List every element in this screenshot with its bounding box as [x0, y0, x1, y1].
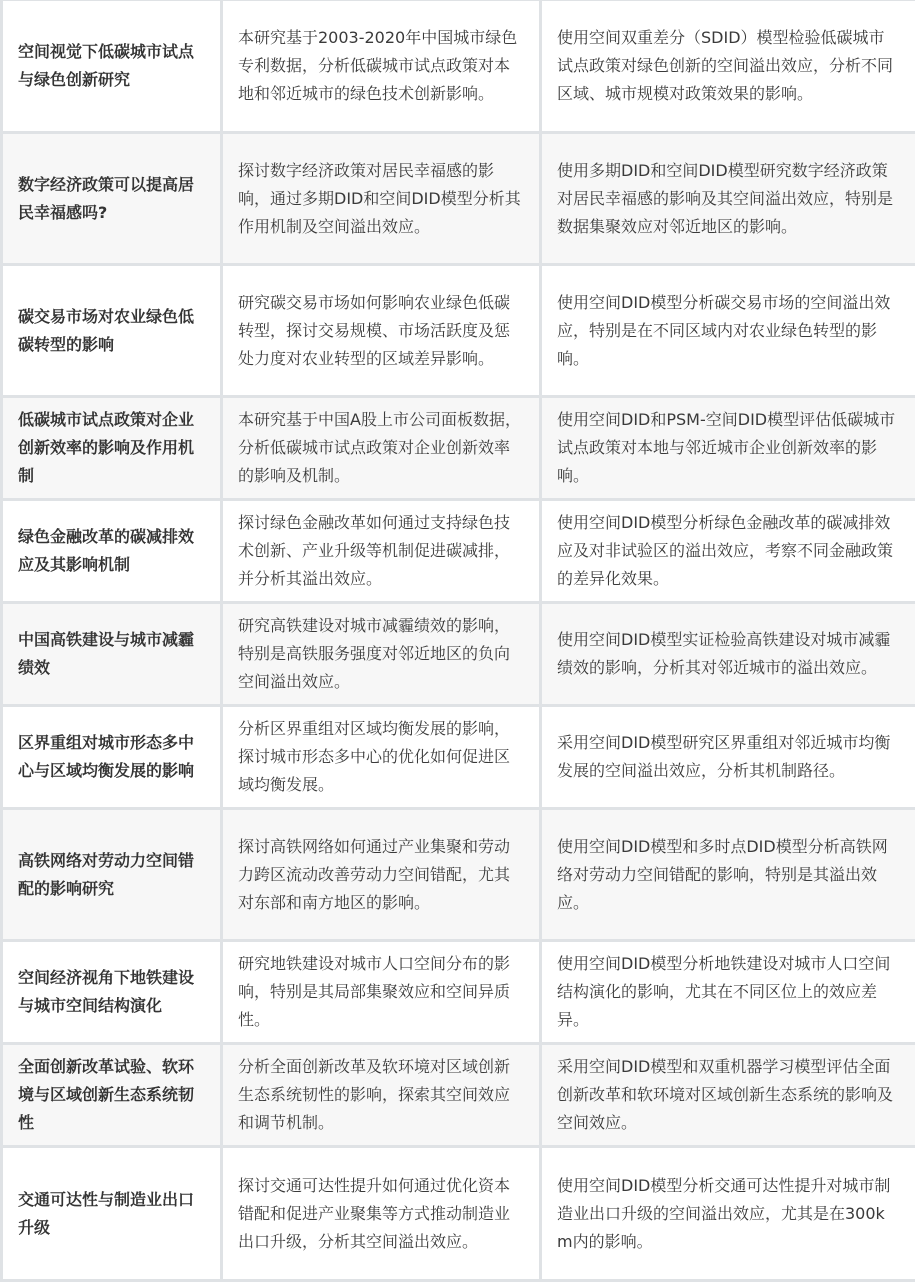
- table-row: [2, 809, 915, 941]
- study-description-cell: 分析全面创新改革及软环境对区域创新生态系统韧性的影响，探索其空间效应和调节机制。: [222, 1044, 541, 1147]
- table-row: [2, 397, 915, 500]
- table-row: [2, 941, 915, 1044]
- study-method-cell: 使用空间DID模型和多时点DID模型分析高铁网络对劳动力空间错配的影响，特别是其溢出效应。: [541, 809, 915, 941]
- study-method-cell: 使用空间DID和PSM-空间DID模型评估低碳城市试点政策对本地与邻近城市企业创新效率的影响。: [541, 397, 915, 500]
- study-method-cell: 采用空间DID模型和双重机器学习模型评估全面创新改革和软环境对区域创新生态系统的影响及空间效应。: [541, 1044, 915, 1147]
- study-title-cell: 交通可达性与制造业出口升级: [2, 1147, 222, 1281]
- table-row: [2, 500, 915, 603]
- study-method-cell: 使用多期DID和空间DID模型研究数字经济政策对居民幸福感的影响及其空间溢出效应，特别是数据集聚效应对邻近地区的影响。: [541, 133, 915, 265]
- study-description-cell: 探讨绿色金融改革如何通过支持绿色技术创新、产业升级等机制促进碳减排，并分析其溢出效应。: [222, 500, 541, 603]
- table-row: [2, 265, 915, 397]
- table-row: [2, 1044, 915, 1147]
- study-method-cell: 使用空间双重差分（SDID）模型检验低碳城市试点政策对绿色创新的空间溢出效应，分析不同区域、城市规模对政策效果的影响。: [541, 0, 915, 133]
- study-method-cell: 使用空间DID模型实证检验高铁建设对城市减霾绩效的影响，分析其对邻近城市的溢出效应。: [541, 603, 915, 706]
- study-method-cell: 使用空间DID模型分析碳交易市场的空间溢出效应，特别是在不同区域内对农业绿色转型的影响。: [541, 265, 915, 397]
- study-description-cell: 研究碳交易市场如何影响农业绿色低碳转型，探讨交易规模、市场活跃度及惩处力度对农业转型的区域差异影响。: [222, 265, 541, 397]
- study-title-cell: 中国高铁建设与城市减霾绩效: [2, 603, 222, 706]
- study-description-cell: 本研究基于中国A股上市公司面板数据，分析低碳城市试点政策对企业创新效率的影响及机制。: [222, 397, 541, 500]
- study-title-cell: 低碳城市试点政策对企业创新效率的影响及作用机制: [2, 397, 222, 500]
- study-title-cell: 绿色金融改革的碳减排效应及其影响机制: [2, 500, 222, 603]
- study-title-cell: 数字经济政策可以提高居民幸福感吗?: [2, 133, 222, 265]
- study-description-cell: 探讨交通可达性提升如何通过优化资本错配和促进产业聚集等方式推动制造业出口升级，分析其空间溢出效应。: [222, 1147, 541, 1281]
- table-row: [2, 1147, 915, 1281]
- study-title-cell: 空间视觉下低碳城市试点与绿色创新研究: [2, 0, 222, 133]
- table-row: [2, 0, 915, 133]
- study-description-cell: 探讨高铁网络如何通过产业集聚和劳动力跨区流动改善劳动力空间错配，尤其对东部和南方地区的影响。: [222, 809, 541, 941]
- study-method-cell: 使用空间DID模型分析地铁建设对城市人口空间结构演化的影响，尤其在不同区位上的效应差异。: [541, 941, 915, 1044]
- study-description-cell: 研究高铁建设对城市减霾绩效的影响，特别是高铁服务强度对邻近地区的负向空间溢出效应。: [222, 603, 541, 706]
- table-row: [2, 603, 915, 706]
- study-method-cell: 使用空间DID模型分析交通可达性提升对城市制造业出口升级的空间溢出效应，尤其是在300km内的影响。: [541, 1147, 915, 1281]
- study-title-cell: 区界重组对城市形态多中心与区域均衡发展的影响: [2, 706, 222, 809]
- study-description-cell: 分析区界重组对区域均衡发展的影响，探讨城市形态多中心的优化如何促进区域均衡发展。: [222, 706, 541, 809]
- study-title-cell: 全面创新改革试验、软环境与区域创新生态系统韧性: [2, 1044, 222, 1147]
- study-description-cell: 本研究基于2003-2020年中国城市绿色专利数据，分析低碳城市试点政策对本地和邻近城市的绿色技术创新影响。: [222, 0, 541, 133]
- table-row: [2, 706, 915, 809]
- table-row: [2, 133, 915, 265]
- study-method-cell: 使用空间DID模型分析绿色金融改革的碳减排效应及对非试验区的溢出效应，考察不同金融政策的差异化效果。: [541, 500, 915, 603]
- study-description-cell: 探讨数字经济政策对居民幸福感的影响，通过多期DID和空间DID模型分析其作用机制及空间溢出效应。: [222, 133, 541, 265]
- study-title-cell: 高铁网络对劳动力空间错配的影响研究: [2, 809, 222, 941]
- study-method-cell: 采用空间DID模型研究区界重组对邻近城市均衡发展的空间溢出效应，分析其机制路径。: [541, 706, 915, 809]
- study-title-cell: 碳交易市场对农业绿色低碳转型的影响: [2, 265, 222, 397]
- study-description-cell: 研究地铁建设对城市人口空间分布的影响，特别是其局部集聚效应和空间异质性。: [222, 941, 541, 1044]
- study-title-cell: 空间经济视角下地铁建设与城市空间结构演化: [2, 941, 222, 1044]
